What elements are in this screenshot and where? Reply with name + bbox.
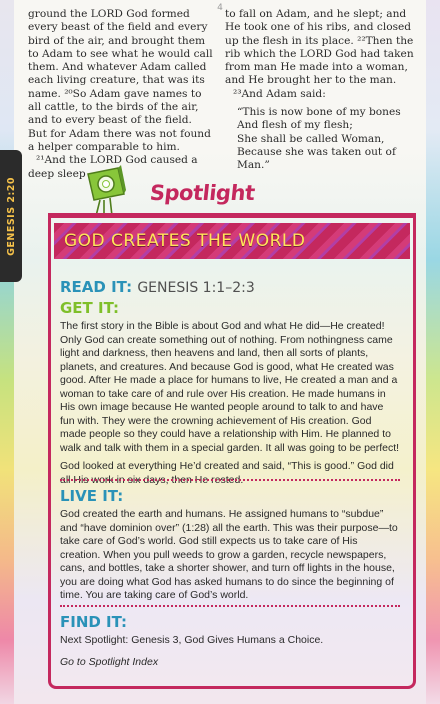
- live-it-heading: LIVE IT:: [60, 487, 124, 505]
- rainbow-edge-right: [426, 0, 440, 704]
- get-it-paragraph: The first story in the Bible is about God and what He did—He created! Only God can create something out of nothing. From nothingness came light and darkness, then heavens and land, then all sorts of plants, planets, and creatures. And because God is good, what He created was good. After He made a place for humans to live, He created a man and a woman to take care of and rule over His creation. He made humans in His own image because He wanted people around to talk to and have fun with. They were the crowning achievement of His creation. God made people so they could have a relationship with Him. He planned to walk and talk with them in a special garden. It all was going to be perfect!: [60, 320, 400, 454]
- live-it-body: [60, 508, 400, 608]
- book-tab-label-wrap: [2, 150, 20, 282]
- get-it-heading: GET IT:: [60, 299, 120, 317]
- spotlight-box: [48, 160, 416, 688]
- rainbow-edge-left: [0, 0, 14, 704]
- find-it-body: [60, 634, 400, 674]
- spotlight-title-banner: [54, 223, 410, 259]
- find-it-heading: FIND IT:: [60, 613, 128, 631]
- live-it-paragraph: God created the earth and humans. He assigned humans to “subdue” and “have dominion over” (1:28) all the earth. This was their purpose—to take care of God’s world. God still expects us to take care of His creation. When you pull weeds to grow a garden, recycle newspapers, cans, and bottles, take a shorter shower, and turn off lights in the house, you are doing what God has asked humans to do since the beginning of time. You are taking care of God’s world.: [60, 508, 398, 601]
- section-divider: [60, 605, 400, 607]
- poem-line: “This is now bone of my bones: [237, 106, 401, 119]
- poem-line: She shall be called Woman,: [237, 132, 385, 145]
- poem-line: Because she was taken out of Man.”: [237, 145, 396, 172]
- spotlight-title: GOD CREATES THE WORLD: [64, 231, 306, 251]
- get-it-paragraph: God looked at everything He’d created and said, “This is good.” God did all His work in six days, then He rested.: [60, 460, 394, 486]
- verse-paragraph: ground the LORD God formed every beast of the field and every bird of the air, and brought them to Adam to see what he would call them. And whatever Adam called each living creature, that was its name. ²⁰So Adam gave names to all cattle, to the birds of the air, and to every beast of the field. But for Adam there was not found a helper comparable to him.: [28, 8, 213, 153]
- bible-text-right-column: [225, 8, 421, 173]
- verse-paragraph: ²³And Adam said:: [233, 87, 326, 100]
- poem-line: And flesh of my flesh;: [237, 119, 353, 132]
- read-it-label: READ IT:: [60, 278, 133, 296]
- book-tab-label: GENESIS 2:20: [5, 176, 17, 256]
- spotlight-label: Spotlight: [148, 181, 256, 205]
- next-spotlight-link[interactable]: Next Spotlight: Genesis 3, God Gives Humans a Choice.: [60, 634, 324, 646]
- read-it-reference[interactable]: GENESIS 1:1–2:3: [137, 280, 255, 296]
- read-it-heading: [60, 278, 255, 296]
- section-divider: [60, 479, 400, 481]
- verse-paragraph: ²¹And the LORD God caused a deep sleep: [28, 154, 198, 180]
- spotlight-index-link[interactable]: Go to Spotlight Index: [60, 655, 159, 668]
- page-number: 4: [217, 3, 223, 13]
- bible-text-left-column: [28, 8, 214, 181]
- spotlight-camera-icon: [78, 160, 128, 220]
- get-it-body: [60, 320, 400, 492]
- verse-paragraph: to fall on Adam, and he slept; and He took one of his ribs, and closed up the flesh in its place. ²²Then the rib which the LORD God had taken from man He made into a woman, and He brought her to the man.: [225, 8, 414, 87]
